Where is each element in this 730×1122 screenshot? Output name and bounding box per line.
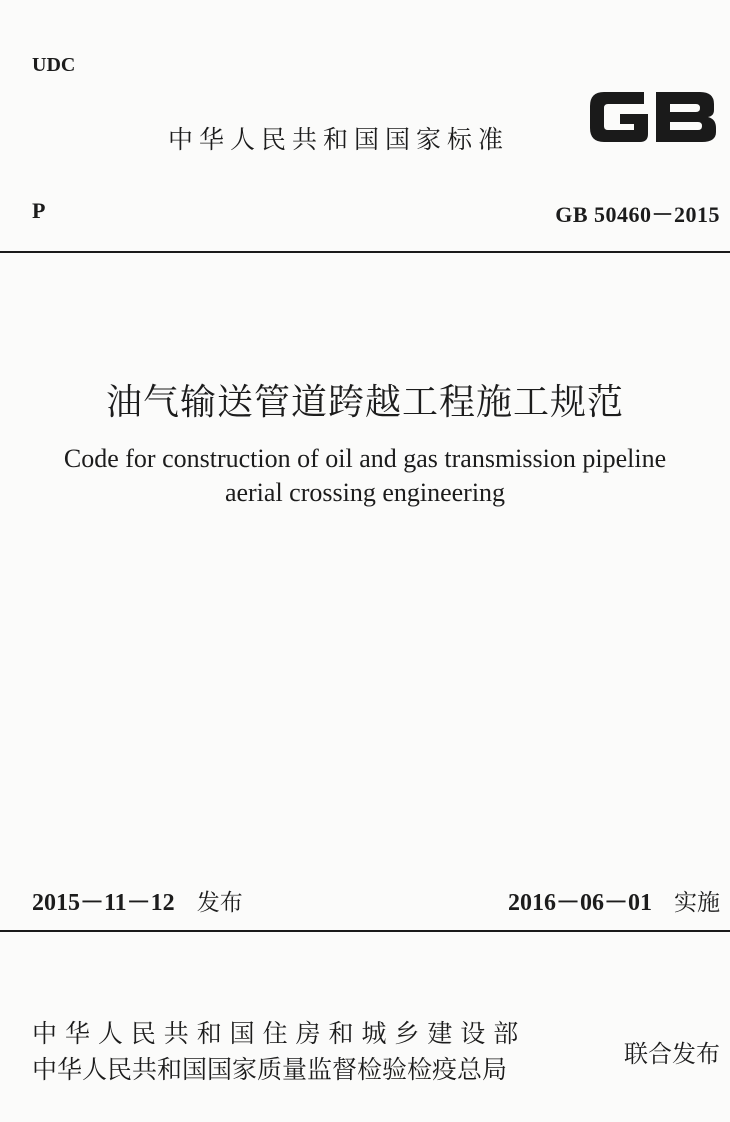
category-label: P: [32, 198, 46, 223]
issuer-ministry: 中 华 人 民 共 和 国 住 房 和 城 乡 建 设 部: [32, 1019, 519, 1048]
gb-logo: [582, 84, 722, 150]
title-english-line1: Code for construction of oil and gas transmission pipeline: [63, 444, 667, 473]
udc-label: UDC: [32, 54, 76, 76]
issue-label: 发布: [196, 890, 243, 916]
bottom-divider: [0, 930, 730, 932]
issuer-aqsiq: 中华人民共和国国家质量监督检验检疫总局: [32, 1055, 508, 1084]
standard-code: GB 50460－2015: [555, 202, 720, 227]
title-english-line2: aerial crossing engineering: [224, 478, 506, 507]
issue-date: 2015－11－12: [32, 890, 175, 916]
effective-date: 2016－06－01: [508, 890, 652, 916]
standard-type: 中华人民共和国国家标准: [168, 125, 510, 154]
issue-date-block: [32, 882, 243, 917]
title-english: [0, 442, 730, 510]
effective-date-block: [508, 882, 720, 917]
effective-label: 实施: [674, 890, 720, 916]
title-chinese: 油气输送管道跨越工程施工规范: [105, 382, 624, 423]
top-divider: [0, 251, 730, 253]
joint-issue-label: 联合发布: [624, 1040, 720, 1068]
